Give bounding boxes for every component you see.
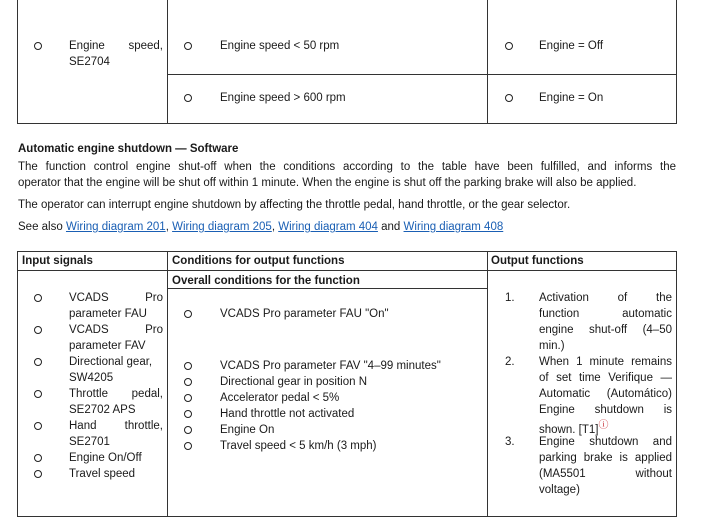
- bullet-icon: [505, 42, 513, 50]
- output-line: When 1 minute remains: [539, 356, 672, 368]
- output-line: engine shut-off (4–50: [539, 324, 672, 336]
- warning-icon[interactable]: ⓘ: [598, 420, 609, 431]
- paragraph-line: The function control engine shut-off when the conditions according to the table have been fulfilled, and informs the: [18, 161, 676, 173]
- input-signal: [69, 322, 163, 354]
- output-line: Automatic (Automático): [539, 388, 672, 400]
- output-item: [539, 290, 672, 354]
- word: throttle,: [124, 420, 163, 432]
- input-signal: Engine On/Off: [69, 452, 142, 464]
- table-border: [17, 251, 677, 252]
- table-border: [676, 0, 677, 124]
- separator: ,: [165, 221, 169, 233]
- table-border: [17, 0, 18, 124]
- separator: and: [381, 221, 401, 233]
- bullet-icon: [34, 390, 42, 398]
- input-signal: [69, 386, 163, 418]
- output-text: Engine = Off: [539, 40, 604, 52]
- header-conditions: Conditions for output functions: [172, 255, 345, 267]
- output-number: 2.: [505, 356, 515, 368]
- output-line-text: shown. [T1]: [539, 423, 599, 436]
- bullet-icon: [34, 42, 42, 50]
- bullet-icon: [34, 294, 42, 302]
- table-border: [17, 516, 677, 517]
- wiring-diagram-201-link[interactable]: Wiring diagram 201: [65, 221, 166, 233]
- bullet-icon: [184, 362, 192, 370]
- word: Pro: [145, 292, 163, 304]
- table-border: [167, 74, 677, 75]
- wiring-diagram-205-link[interactable]: Wiring diagram 205: [172, 221, 272, 233]
- condition-text: Hand throttle not activated: [220, 408, 355, 420]
- paragraph: The operator can interrupt engine shutdown by affecting the throttle pedal, hand throttle, or the gear selector.: [18, 199, 571, 211]
- output-line: function automatic: [539, 308, 672, 320]
- word: SW4205: [69, 372, 114, 384]
- word: Hand: [69, 420, 97, 432]
- bullet-icon: [184, 378, 192, 386]
- output-number: 3.: [505, 436, 515, 448]
- bullet-icon: [34, 470, 42, 478]
- bullet-icon: [184, 94, 192, 102]
- bullet-icon: [34, 454, 42, 462]
- table-border: [167, 0, 168, 124]
- overall-conditions-heading: Overall conditions for the function: [172, 275, 360, 287]
- wiring-diagram-408-link[interactable]: Wiring diagram 408: [403, 221, 504, 233]
- bullet-icon: [184, 310, 192, 318]
- condition-text: Engine On: [220, 424, 275, 436]
- word: Directional gear,: [69, 356, 153, 368]
- input-signal: Engine speed, SE2704: [69, 40, 163, 68]
- output-line: of set time Verifique —: [539, 372, 672, 384]
- table-border: [676, 251, 677, 517]
- header-input-signals: Input signals: [22, 255, 93, 267]
- separator: ,: [271, 221, 276, 233]
- table-border: [17, 123, 677, 124]
- output-line: Activation of the: [539, 292, 672, 304]
- condition-text: Travel speed < 5 km/h (3 mph): [220, 440, 377, 452]
- bullet-icon: [34, 422, 42, 430]
- bullet-icon: [184, 42, 192, 50]
- table-border: [487, 251, 488, 517]
- word: SE2702 APS: [69, 404, 136, 416]
- wiring-diagram-404-link[interactable]: Wiring diagram 404: [278, 221, 378, 233]
- bullet-icon: [184, 442, 192, 450]
- word: VCADS: [69, 292, 109, 304]
- overall-condition: VCADS Pro parameter FAU "On": [220, 308, 389, 320]
- condition-text: Accelerator pedal < 5%: [220, 392, 340, 404]
- condition-text: Engine speed < 50 rpm: [220, 40, 340, 52]
- output-text: Engine = On: [539, 92, 604, 104]
- word: parameter FAU: [69, 308, 147, 320]
- input-signal: Travel speed: [69, 468, 136, 480]
- input-signal: [69, 290, 163, 322]
- header-output-functions: Output functions: [491, 255, 584, 267]
- bullet-icon: [34, 358, 42, 366]
- table-border: [17, 251, 18, 517]
- word: Throttle: [69, 388, 108, 400]
- output-item: [539, 434, 672, 498]
- output-line: voltage): [539, 484, 580, 496]
- output-line: Engine shutdown is: [539, 404, 672, 416]
- word: SE2701: [69, 436, 110, 448]
- bullet-icon: [184, 426, 192, 434]
- paragraph-line: operator that the engine will be shut off within 1 minute. When the engine is shut off the parking brake will also be applied.: [18, 177, 637, 189]
- section-heading: Automatic engine shutdown — Software: [18, 143, 239, 155]
- bullet-icon: [34, 326, 42, 334]
- word: parameter FAV: [69, 340, 146, 352]
- input-signal: [69, 418, 163, 450]
- table-border: [167, 251, 168, 517]
- word: pedal,: [131, 388, 163, 400]
- condition-text: VCADS Pro parameter FAV "4–99 minutes": [220, 360, 441, 372]
- output-item: [539, 354, 672, 438]
- output-line: parking brake is applied: [539, 452, 672, 464]
- see-also-label: See also: [18, 221, 63, 233]
- table-border: [487, 0, 488, 124]
- output-line: min.): [539, 340, 565, 352]
- input-signal: [69, 354, 163, 386]
- output-line: (MA5501 without: [539, 468, 672, 480]
- word: VCADS: [69, 324, 109, 336]
- output-line: Engine shutdown and: [539, 436, 672, 448]
- bullet-icon: [505, 94, 513, 102]
- see-also-line: [18, 219, 503, 235]
- condition-text: Directional gear in position N: [220, 376, 368, 388]
- bullet-icon: [184, 410, 192, 418]
- word: Pro: [145, 324, 163, 336]
- output-number: 1.: [505, 292, 515, 304]
- condition-text: Engine speed > 600 rpm: [220, 92, 346, 104]
- table-border: [17, 270, 677, 271]
- bullet-icon: [184, 394, 192, 402]
